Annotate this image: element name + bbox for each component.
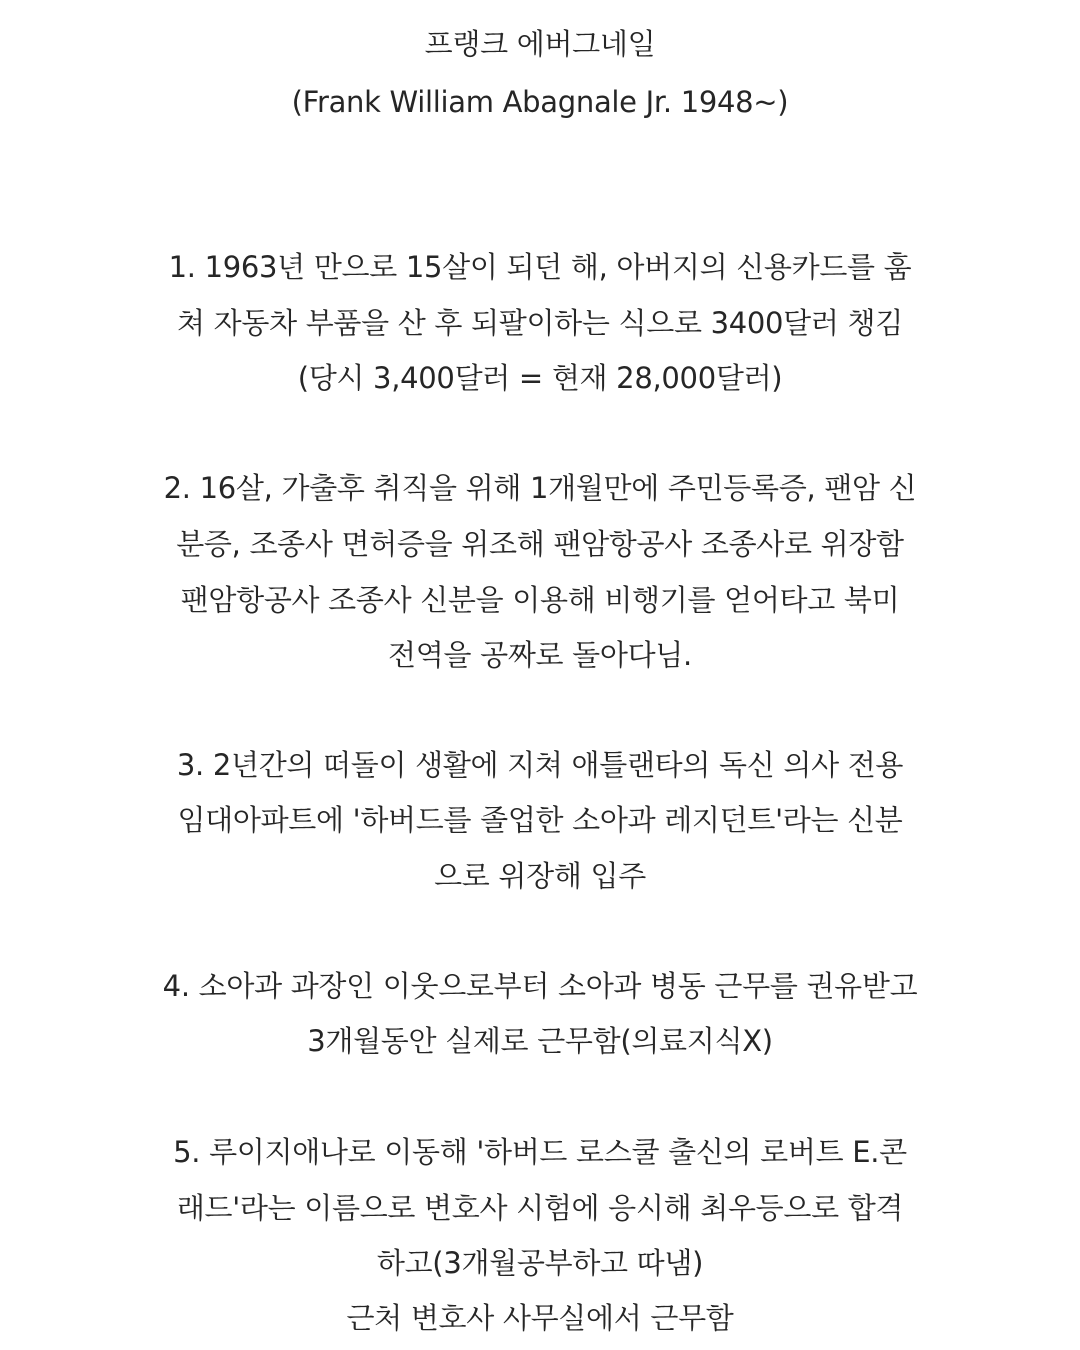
list-item-line: 분증, 조종사 면허증을 위조해 팬암항공사 조종사로 위장함 — [176, 527, 904, 561]
list-item-line: 임대아파트에 '하버드를 졸업한 소아과 레지던트'라는 신분 — [177, 803, 903, 837]
list-item-line: 3개월동안 실제로 근무함(의료지식X) — [307, 1024, 773, 1058]
list-item-line: 하고(3개월공부하고 따냄) — [376, 1246, 704, 1280]
page-title: 프랭크 에버그네일 — [424, 27, 656, 61]
list-item-line: 으로 위장해 입주 — [434, 859, 646, 893]
list-item-line: 전역을 공짜로 돌아다님. — [388, 638, 692, 672]
list-item-line: 근처 변호사 사무실에서 근무함 — [346, 1301, 734, 1335]
list-item-line: 4. 소아과 과장인 이웃으로부터 소아과 병동 근무를 권유받고 — [162, 969, 918, 1003]
list-item-line: (당시 3,400달러 = 현재 28,000달러) — [297, 361, 783, 395]
list-item-line: 래드'라는 이름으로 변호사 시험에 응시해 최우등으로 합격 — [176, 1191, 904, 1225]
list-item-line: 3. 2년간의 떠돌이 생활에 지쳐 애틀랜타의 독신 의사 전용 — [176, 748, 904, 782]
list-item-line: 1. 1963년 만으로 15살이 되던 해, 아버지의 신용카드를 훔 — [168, 250, 912, 284]
list-item-line: 쳐 자동차 부품을 산 후 되팔이하는 식으로 3400달러 챙김 — [177, 306, 903, 340]
page-subtitle: (Frank William Abagnale Jr. 1948~) — [291, 85, 789, 119]
list-item-line: 5. 루이지애나로 이동해 '하버드 로스쿨 출신의 로버트 E.콘 — [173, 1135, 907, 1169]
list-item-line: 2. 16살, 가출후 취직을 위해 1개월만에 주민등록증, 팬암 신 — [163, 471, 917, 505]
list-item-line: 팬암항공사 조종사 신분을 이용해 비행기를 얻어타고 북미 — [180, 583, 900, 617]
